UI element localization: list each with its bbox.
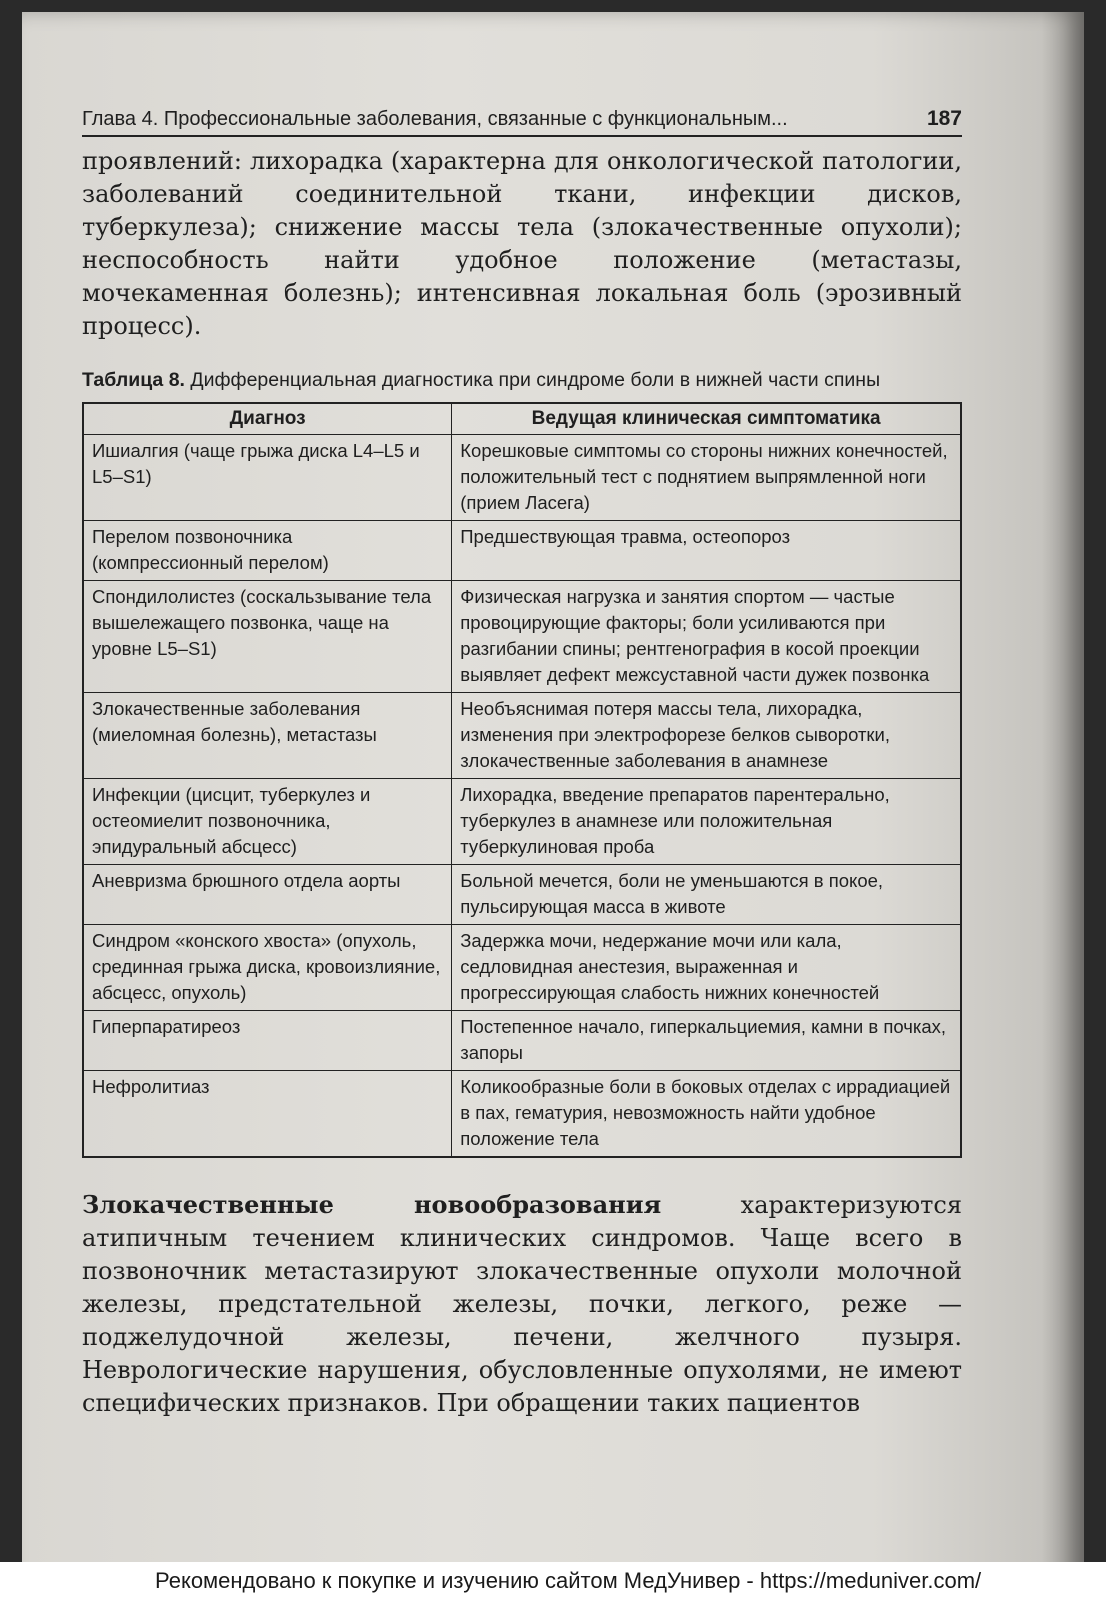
- table-row: [83, 1011, 961, 1071]
- table-row: [83, 521, 961, 581]
- table-caption-number: Таблица 8.: [82, 369, 185, 391]
- column-header-diagnosis: Диагноз: [83, 403, 452, 435]
- page-number: 187: [926, 107, 962, 130]
- symptoms-cell: Постепенное начало, гиперкальциемия, камни в почках, запоры: [452, 1011, 961, 1071]
- intro-paragraph: проявлений: лихорадка (характерна для онкологической патологии, заболеваний соединительной ткани, инфекции дисков, туберкулеза); снижение массы тела (злокачественные опухоли); неспособность найти удобное положение (метастазы, мочекаменная болезнь); интенсивная локальная боль (эрозивный процесс).: [82, 147, 962, 340]
- closing-paragraph: [82, 1188, 962, 1420]
- diagnosis-cell: Перелом позвоночника (компрессионный перелом): [83, 521, 452, 581]
- table-row: [83, 925, 961, 1011]
- table-caption: [82, 369, 962, 392]
- diagnosis-cell: Инфекции (цисцит, туберкулез и остеомиелит позвоночника, эпидуральный абсцесс): [83, 779, 452, 865]
- table-row: [83, 581, 961, 693]
- table-row: [83, 693, 961, 779]
- table-row: [83, 435, 961, 521]
- table-header-row: [83, 403, 961, 435]
- column-header-symptoms: Ведущая клиническая симптоматика: [452, 403, 961, 435]
- symptoms-cell: Корешковые симптомы со стороны нижних конечностей, положительный тест с поднятием выпрямленной ноги (прием Ласега): [452, 435, 961, 521]
- table-row: [83, 779, 961, 865]
- table-row: [83, 1071, 961, 1158]
- footer-banner: [0, 1562, 1106, 1600]
- diagnosis-cell: Злокачественные заболевания (миеломная болезнь), метастазы: [83, 693, 452, 779]
- book-page: [22, 12, 1084, 1600]
- symptoms-cell: Лихорадка, введение препаратов парентерально, туберкулез в анамнезе или положительная туберкулиновая проба: [452, 779, 961, 865]
- symptoms-cell: Больной мечется, боли не уменьшаются в покое, пульсирующая масса в животе: [452, 865, 961, 925]
- diagnosis-cell: Аневризма брюшного отдела аорты: [83, 865, 452, 925]
- diagnosis-cell: Синдром «конского хвоста» (опухоль, срединная грыжа диска, кровоизлияние, абсцесс, опухоль): [83, 925, 452, 1011]
- page-content: [82, 107, 962, 1420]
- diagnosis-cell: Нефролитиаз: [83, 1071, 452, 1158]
- symptoms-cell: Задержка мочи, недержание мочи или кала, седловидная анестезия, выраженная и прогрессирующая слабость нижних конечностей: [452, 925, 961, 1011]
- symptoms-cell: Физическая нагрузка и занятия спортом — частые провоцирующие факторы; боли усиливаются при разгибании спины; рентгенография в косой проекции выявляет дефект межсуставной части дужек позвонка: [452, 581, 961, 693]
- footer-text: Рекомендовано к покупке и изучению сайтом МедУнивер - https://meduniver.com/: [155, 1568, 982, 1593]
- diagnosis-table: [82, 402, 962, 1158]
- symptoms-cell: Предшествующая травма, остеопороз: [452, 521, 961, 581]
- table-caption-title: Дифференциальная диагностика при синдроме боли в нижней части спины: [190, 369, 881, 391]
- diagnosis-cell: Гиперпаратиреоз: [83, 1011, 452, 1071]
- diagnosis-cell: Ишиалгия (чаще грыжа диска L4–L5 и L5–S1): [83, 435, 452, 521]
- symptoms-cell: Коликообразные боли в боковых отделах с иррадиацией в пах, гематурия, невозможность найти удобное положение тела: [452, 1071, 961, 1158]
- closing-text: характеризуются атипичным течением клинических синдромов. Чаще всего в позвоночник метастазируют злокачественные опухоли молочной железы, предстательной железы, почки, легкого, реже — поджелудочной железы, печени, желчного пузыря. Неврологические нарушения, обусловленные опухолями, не имеют специфических признаков. При обращении таких пациентов: [82, 1191, 962, 1417]
- running-header: [82, 107, 962, 137]
- chapter-title: Глава 4. Профессиональные заболевания, связанные с функциональным...: [82, 108, 788, 130]
- closing-lead-term: Злокачественные новообразования: [82, 1190, 662, 1219]
- diagnosis-cell: Спондилолистез (соскальзывание тела вышележащего позвонка, чаще на уровне L5–S1): [83, 581, 452, 693]
- symptoms-cell: Необъяснимая потеря массы тела, лихорадка, изменения при электрофорезе белков сыворотки, злокачественные заболевания в анамнезе: [452, 693, 961, 779]
- table-row: [83, 865, 961, 925]
